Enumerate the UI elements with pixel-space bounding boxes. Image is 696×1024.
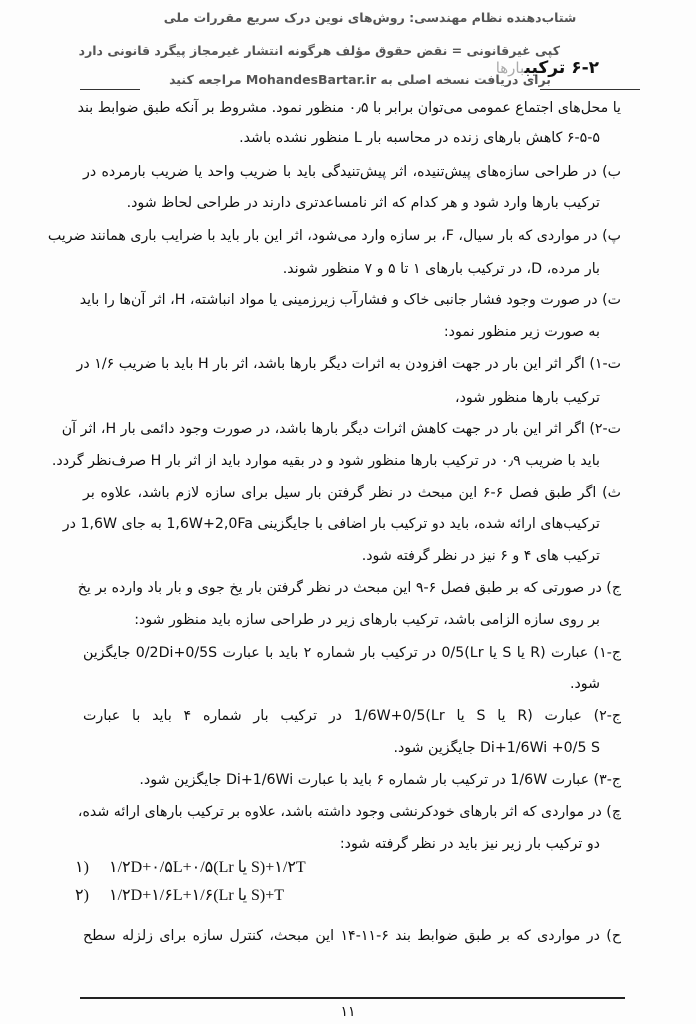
watermark-website: برای دریافت نسخه اصلی به MohandesBartar.ir مراجعه کنید — [169, 72, 551, 87]
text-line: ترکیب بارها منظور شود، — [454, 390, 600, 406]
text-line: یا محل‌های اجتماع عمومی می‌توان برابر با ۰٫۵ منظور نمود. مشروط بر آنکه طبق ضوابط بند — [77, 100, 621, 116]
text-line: ت-۱) اگر اثر این بار در جهت افزودن به اثرات دیگر بارها باشد، اثر بار H باید با ضریب ۱/۶ در — [76, 356, 621, 372]
section-heading — [496, 58, 599, 78]
formula-expression: ۱/۲D+۰/۵L+۰/۵(Lr یا S)+۱/۲T — [109, 859, 306, 876]
text-line: به صورت زیر منظور نمود: — [443, 324, 600, 340]
header-rule-right — [540, 89, 640, 90]
text-line: ج) در صورتی که بر طبق فصل ۶-۹ این مبحث در نظر گرفتن بار یخ جوی و بار باد وارده بر یخ — [77, 580, 621, 596]
section-number: ۶-۲ — [571, 58, 599, 78]
text-line: ج-۱) عبارت (R یا S یا Lr)0/5 در ترکیب بار شماره ۲ باید با عبارت 0/2Di+0/5S جایگزین — [83, 645, 621, 661]
text-line: ج-۳) عبارت 1/6W در ترکیب بار شماره ۶ باید با عبارت Di+1/6Wi جایگزین شود. — [139, 772, 621, 788]
text-line: Di+1/6Wi +0/5 S جایگزین شود. — [393, 740, 600, 756]
text-line: ج-۲) عبارت (R یا S یا Lr)1/6W+0/5 در ترکیب بار شماره ۴ باید با عبارت — [83, 708, 622, 724]
text-line: پ) در مواردی که بار سیال، F، بر سازه وارد می‌شود، اثر این بار باید با ضرایب باری همانند ضریب — [47, 228, 621, 244]
text-line: ت) در صورت وجود فشار جانبی خاک و فشارآب زیرزمینی یا مواد انباشته، H، اثر آن‌ها را باید — [79, 292, 621, 308]
watermark-copyright: کپی غیرقانونی = نقض حقوق مؤلف هرگونه انتشار غیرمجاز پیگرد قانونی دارد — [78, 43, 560, 58]
text-line: ت-۲) اگر اثر این بار در جهت کاهش اثرات دیگر بارها باشد، در صورت وجود دائمی بار H، اثر آن — [61, 421, 621, 437]
formula-1 — [75, 857, 306, 877]
text-line: ترکیب‌های ارائه شده، باید دو ترکیب بار اضافی با جایگزینی 1,6W+2,0Fa به جای 1,6W در — [62, 516, 600, 532]
formula-number: ۲) — [75, 887, 89, 904]
text-line: ب) در طراحی سازه‌های پیش‌تنیده، اثر پیش‌تنیدگی باید با ضریب واحد یا ضریب بارمرده در — [83, 164, 621, 180]
section-title-faded: بارها — [495, 59, 525, 77]
formula-expression: ۱/۲D+۱/۶L+۱/۶(Lr یا S)+T — [109, 887, 285, 904]
text-line: شود. — [569, 676, 600, 692]
page-number: ۱۱ — [340, 1004, 356, 1020]
watermark-title: شتاب‌دهنده نظام مهندسی: روش‌های نوین درک سریع مقررات ملی — [163, 10, 577, 25]
text-line: ترکیب بارها وارد شود و هر کدام که اثر نامساعدتری دارند در طراحی لحاظ شود. — [126, 195, 600, 211]
footer-rule — [80, 997, 625, 999]
text-line: دو ترکیب بار زیر نیز باید در نظر گرفته شود: — [339, 836, 600, 852]
text-line: بر روی سازه الزامی باشد، ترکیب بارهای زیر در طراحی سازه باید منظور شود: — [134, 612, 600, 628]
section-title: ترکیب — [524, 58, 566, 78]
text-line: چ) در مواردی که اثر بارهای خودکرنشی وجود داشته باشد، علاوه بر ترکیب بارهای ارائه شده، — [77, 804, 621, 820]
text-line: ۶-۵-۵ کاهش بارهای زنده در محاسبه بار L منظور نشده باشد. — [239, 130, 600, 146]
text-line: ح) در مواردی که بر طبق ضوابط بند ۶-۱۱-۱۴ این مبحث، کنترل سازه برای زلزله سطح — [83, 928, 621, 944]
header-rule-left — [80, 89, 140, 90]
formula-2 — [75, 885, 284, 905]
formula-number: ۱) — [75, 859, 89, 876]
text-line: بار مرده، D، در ترکیب بارهای ۱ تا ۵ و ۷ منظور شوند. — [282, 261, 600, 277]
text-line: باید با ضریب ۰٫۹ در ترکیب بارها منظور شود و در بقیه موارد باید از اثر بار H صرف‌نظر گردد. — [51, 453, 600, 469]
text-line: ث) اگر طبق فصل ۶-۶ این مبحث در نظر گرفتن بار سیل برای سازه لازم باشد، علاوه بر — [83, 485, 621, 501]
text-line: ترکیب های ۴ و ۶ نیز در نظر گرفته شود. — [361, 548, 600, 564]
